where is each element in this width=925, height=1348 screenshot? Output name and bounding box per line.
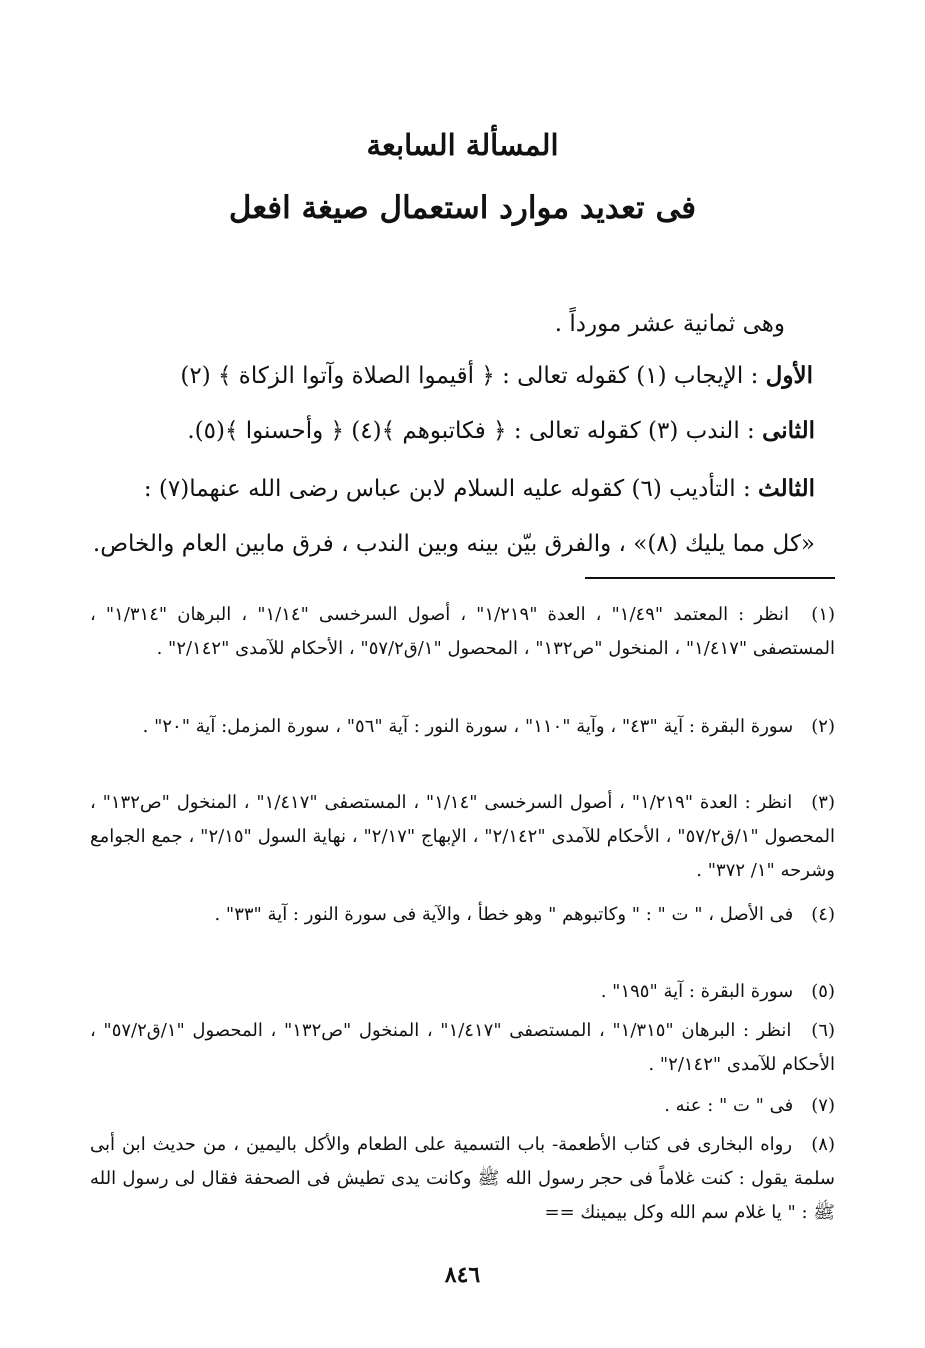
footnote-number: (٨) xyxy=(811,1134,835,1155)
footnote-6 xyxy=(90,1014,835,1082)
footnote-number: (٣) xyxy=(811,792,835,813)
page-subtitle: فى تعديد موارد استعمال صيغة افعل xyxy=(228,190,697,226)
third-label: الثالث xyxy=(758,475,815,502)
page-title: المسألة السابعة xyxy=(366,128,559,162)
footnote-text: انظر : المعتمد "١/٤٩" ، العدة "١/٢١٩" ، أصول السرخسى "١/١٤" ، البرهان "١/٣١٤" ، المستصفى "١/٤١٧" ، المنخول "ص١٣٢" ، المحصول "١/ق٥٧/٢" ، الأحكام للآمدى "٢/١٤٢" . xyxy=(90,604,835,659)
intro-text: وهى ثمانية عشر مورداً . xyxy=(554,311,785,337)
first-label: الأول xyxy=(765,362,813,389)
footnote-number: (١) xyxy=(811,604,836,625)
footnote-5 xyxy=(90,975,835,1009)
footnote-4 xyxy=(90,898,835,932)
third-text: : التأديب (٦) كقوله عليه السلام لابن عباس رضى الله عنهما(٧) : xyxy=(143,476,759,502)
footnote-text: انظر : البرهان "١/٣١٥" ، المستصفى "١/٤١٧" ، المنخول "ص١٣٢" ، المحصول "١/ق٥٧/٢" ، الأحكام للآمدى "٢/١٤٢" . xyxy=(90,1020,835,1075)
paragraph-third-cont xyxy=(93,528,815,560)
footnote-text: فى الأصل ، " ت " : " وكاتبوهم " وهو خطأ ، والآية فى سورة النور : آية "٣٣" . xyxy=(214,904,794,925)
footnote-3 xyxy=(90,786,835,888)
paragraph-second xyxy=(187,415,815,447)
footnote-text: سورة البقرة : آية "١٩٥" . xyxy=(600,981,794,1002)
second-label: الثانى xyxy=(762,417,815,444)
footnote-divider xyxy=(585,577,835,579)
third-text-cont: «كل مما يليك (٨)» ، والفرق بيّن بينه وبين الندب ، فرق مابين العام والخاص. xyxy=(92,531,815,557)
paragraph-first xyxy=(180,360,813,392)
footnote-number: (٢) xyxy=(811,716,835,737)
footnote-number: (٧) xyxy=(811,1095,835,1116)
first-text: : الإيجاب (١) كقوله تعالى : ﴿ أقيموا الصلاة وآتوا الزكاة ﴾ (٢) xyxy=(180,363,766,389)
footnote-1 xyxy=(90,598,835,666)
footnote-number: (٥) xyxy=(811,981,835,1002)
footnote-text: فى " ت " : عنه . xyxy=(664,1095,794,1116)
page-number: ٨٤٦ xyxy=(444,1262,481,1288)
second-text: : الندب (٣) كقوله تعالى : ﴿ فكاتبوهم ﴾(٤) ﴿ وأحسنوا ﴾(٥). xyxy=(187,418,763,444)
footnote-7 xyxy=(90,1089,835,1123)
footnote-2 xyxy=(90,710,835,744)
intro-line xyxy=(555,308,785,340)
footnote-text: رواه البخارى فى كتاب الأطعمة- باب التسمية على الطعام والأكل باليمين ، من حديث ابن أبى سلمة يقول : كنت غلاماً فى حجر رسول الله ﷺ وكانت يدى تطيش فى الصحفة فقال لى رسول الله ﷺ : " يا غلام سم الله وكل بيمينك == xyxy=(90,1134,835,1223)
footnote-number: (٤) xyxy=(811,904,835,925)
footnote-text: انظر : العدة "١/٢١٩" ، أصول السرخسى "١/١٤" ، المستصفى "١/٤١٧" ، المنخول "ص١٣٢" ، المحصول "١/ق٥٧/٢" ، الأحكام للآمدى "٢/١٤٢" ، الإبهاج "٢/١٧" ، نهاية السول "٢/١٥" ، جمع الجوامع وشرحه "١/ ٣٧٢" . xyxy=(90,792,835,881)
paragraph-third xyxy=(144,473,815,505)
footnote-text: سورة البقرة : آية "٤٣" ، وآية "١١٠" ، سورة النور : آية "٥٦" ، سورة المزمل: آية "٢٠" . xyxy=(142,716,794,737)
footnote-number: (٦) xyxy=(811,1020,836,1041)
footnote-8 xyxy=(90,1128,835,1230)
